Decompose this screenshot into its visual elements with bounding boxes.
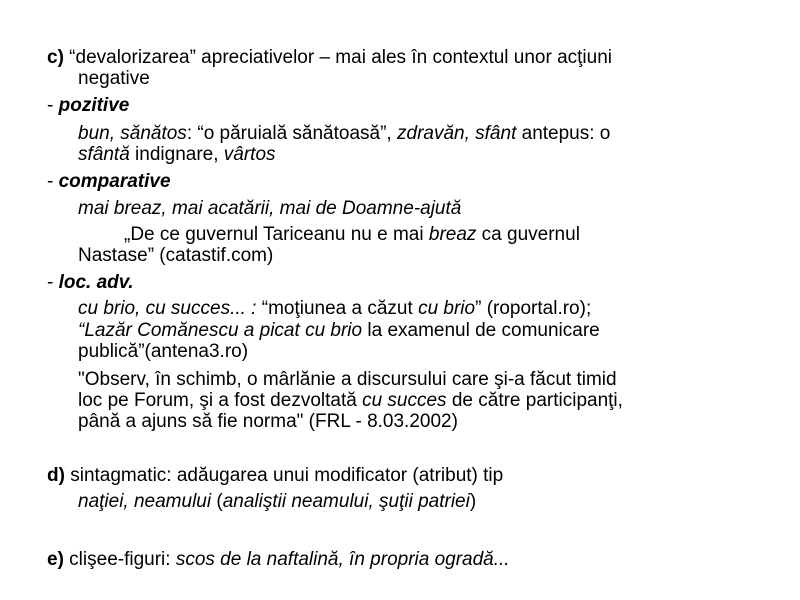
- loc-adv-heading: loc. adv.: [58, 272, 134, 293]
- section-c-line-1: [47, 47, 612, 68]
- loc-adv-ex2-3: la examenul de comunicare: [362, 320, 600, 341]
- section-e-examples: scos de la naftalină, în propria ogradă...: [175, 549, 510, 570]
- pozitive-example-line-2: [78, 144, 276, 165]
- loc-adv-quote-2c: de către participanţi,: [446, 390, 623, 411]
- loc-adv-quote-3: până a ajuns să fie norma" (FRL - 8.03.2002): [78, 411, 458, 432]
- loc-adv-quote-1: "Observ, în schimb, o mârlănie a discursului care şi-a făcut timid: [78, 369, 617, 390]
- pozitive-heading: pozitive: [58, 95, 130, 116]
- comparative-quote-3: ca guvernul: [476, 224, 580, 245]
- comparative-quote-line-1: [124, 224, 580, 245]
- loc-adv-ex-1: cu brio, cu succes... :: [78, 298, 262, 319]
- loc-adv-example-line-3: [78, 341, 248, 362]
- section-e-text: clişee-figuri:: [63, 549, 176, 570]
- comparative-heading: comparative: [58, 171, 171, 192]
- loc-adv-quote-2a: loc pe Forum, şi a fost dezvoltată: [78, 390, 363, 411]
- comparative-dash: -: [47, 171, 59, 192]
- loc-adv-quote-line-1: [78, 369, 617, 390]
- section-d-ex-4: ): [469, 491, 477, 512]
- comparative-quote-1: „De ce guvernul Tariceanu nu e mai: [124, 224, 429, 245]
- loc-adv-heading-line: [47, 272, 134, 293]
- pozitive-dash: -: [47, 95, 59, 116]
- loc-adv-dash: -: [47, 272, 59, 293]
- loc-adv-ex-3: cu brio: [418, 298, 476, 319]
- section-c-text: “devalorizarea” apreciativelor – mai ales în contextul unor acţiuni: [63, 47, 613, 68]
- pozitive-ex-1: bun, sănătos: [78, 123, 187, 144]
- comparative-heading-line: [47, 171, 171, 192]
- section-e-label: e): [47, 549, 64, 570]
- loc-adv-quote-line-2: [78, 390, 623, 411]
- section-c-label: c): [47, 47, 64, 68]
- loc-adv-ex-2: “moţiunea a căzut: [261, 298, 419, 319]
- section-c-text-cont: negative: [78, 68, 150, 89]
- section-d-label: d): [47, 465, 65, 486]
- loc-adv-ex2-cont: publică”(antena3.ro): [78, 341, 249, 362]
- section-d-line-2: [78, 491, 476, 512]
- section-d-text: sintagmatic: adăugarea unui modificator (atribut) tip: [64, 465, 504, 486]
- section-d-ex-2: (: [211, 491, 223, 512]
- loc-adv-example-line-1: [78, 298, 591, 319]
- comparative-quote-line-2: [78, 245, 273, 266]
- section-c-line-2: [78, 68, 150, 89]
- section-d-ex-1: naţiei, neamului: [78, 491, 212, 512]
- pozitive-example-line-1: [78, 123, 610, 144]
- section-e-line: [47, 549, 510, 570]
- loc-adv-ex-4: ” (roportal.ro);: [475, 298, 592, 319]
- loc-adv-ex2-1: “Lazăr Comănescu a picat: [78, 320, 306, 341]
- comparative-examples-line: [78, 198, 461, 219]
- comparative-quote-2: breaz: [428, 224, 477, 245]
- loc-adv-quote-line-3: [78, 411, 458, 432]
- loc-adv-ex2-2: cu brio: [305, 320, 363, 341]
- pozitive-ex-7: vârtos: [223, 144, 276, 165]
- loc-adv-example-line-2: [78, 320, 600, 341]
- pozitive-ex-3: zdravăn, sfânt: [397, 123, 517, 144]
- pozitive-ex-6: indignare,: [129, 144, 224, 165]
- pozitive-heading-line: [47, 95, 129, 116]
- comparative-examples: mai breaz, mai acatării, mai de Doamne-ajută: [78, 198, 462, 219]
- section-d-ex-3: analiştii neamului, şuţii patriei: [222, 491, 470, 512]
- pozitive-ex-4: antepus: o: [516, 123, 611, 144]
- pozitive-ex-5: sfântă: [78, 144, 130, 165]
- section-d-line-1: [47, 465, 503, 486]
- loc-adv-quote-2b: cu succes: [362, 390, 447, 411]
- pozitive-ex-2: : “o păruială sănătoasă”,: [186, 123, 397, 144]
- comparative-quote-cont: Nastase” (catastif.com): [78, 245, 274, 266]
